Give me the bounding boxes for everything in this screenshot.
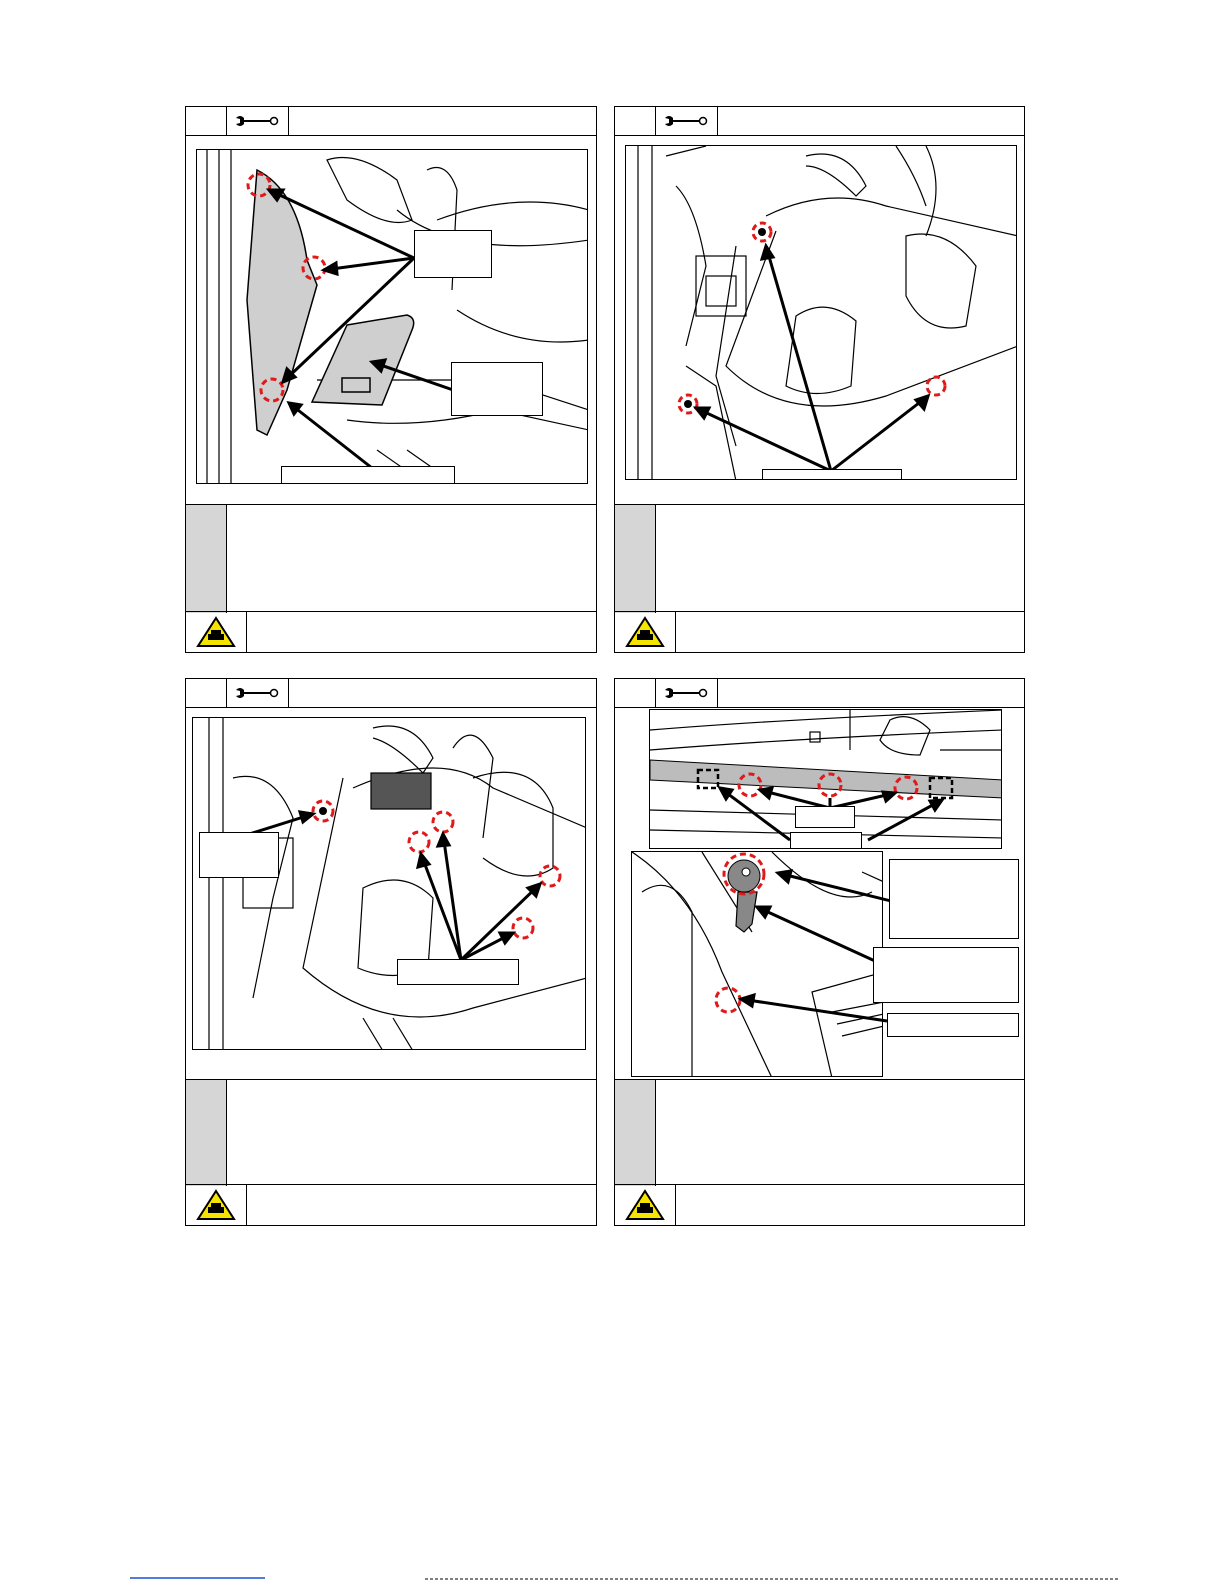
procedure-panel-3	[185, 678, 597, 1226]
panel-header	[615, 107, 1024, 136]
warning-row	[186, 611, 596, 652]
step-number	[186, 679, 227, 707]
car-warning-icon	[625, 616, 665, 648]
car-warning-icon	[625, 1189, 665, 1221]
callout-screw	[199, 832, 279, 878]
tool-cell	[226, 107, 289, 135]
warning-cell	[186, 1185, 247, 1225]
panel-header	[186, 679, 596, 708]
procedure-panel-4	[614, 678, 1025, 1226]
callout-clip	[887, 1013, 1019, 1037]
callout-clips	[397, 959, 519, 985]
step-bar	[186, 1080, 227, 1186]
wrench-icon	[663, 114, 709, 128]
callout-cover	[451, 362, 543, 416]
step-number	[615, 107, 656, 135]
figure-2-drawing	[626, 146, 1017, 480]
step-row	[186, 504, 596, 613]
callout-screws	[762, 469, 902, 480]
step-bar	[615, 505, 656, 613]
figure-3	[192, 717, 586, 1050]
warning-cell	[615, 1185, 676, 1225]
callout-trim	[281, 466, 455, 484]
figure-3-drawing	[193, 718, 586, 1050]
step-row	[186, 1079, 596, 1186]
step-row	[615, 504, 1024, 613]
wrench-icon	[234, 686, 280, 700]
clip-marker	[433, 812, 453, 832]
clip-marker	[513, 918, 533, 938]
figure-1-drawing	[197, 150, 588, 484]
car-warning-icon	[196, 616, 236, 648]
step-row	[615, 1079, 1024, 1186]
procedure-panel-1	[185, 106, 597, 653]
step-bar	[186, 505, 227, 613]
clip-marker	[409, 832, 429, 852]
warning-row	[186, 1184, 596, 1225]
figure-2	[625, 145, 1017, 480]
callout-lever	[873, 947, 1019, 1003]
callout-bolt	[889, 859, 1019, 939]
step-number	[186, 107, 227, 135]
warning-cell	[186, 612, 247, 652]
panel-header	[186, 107, 596, 136]
tool-cell	[226, 679, 289, 707]
car-warning-icon	[196, 1189, 236, 1221]
wrench-icon	[234, 114, 280, 128]
callout-clips	[414, 230, 492, 278]
warning-row	[615, 1184, 1024, 1225]
clip-marker	[927, 377, 945, 395]
warning-row	[615, 611, 1024, 652]
tool-cell	[655, 107, 718, 135]
procedure-panel-2	[614, 106, 1025, 653]
step-bar	[615, 1080, 656, 1186]
page-footer	[0, 1572, 1225, 1585]
figure-1	[196, 149, 588, 484]
clip-marker	[540, 866, 560, 886]
warning-cell	[615, 612, 676, 652]
